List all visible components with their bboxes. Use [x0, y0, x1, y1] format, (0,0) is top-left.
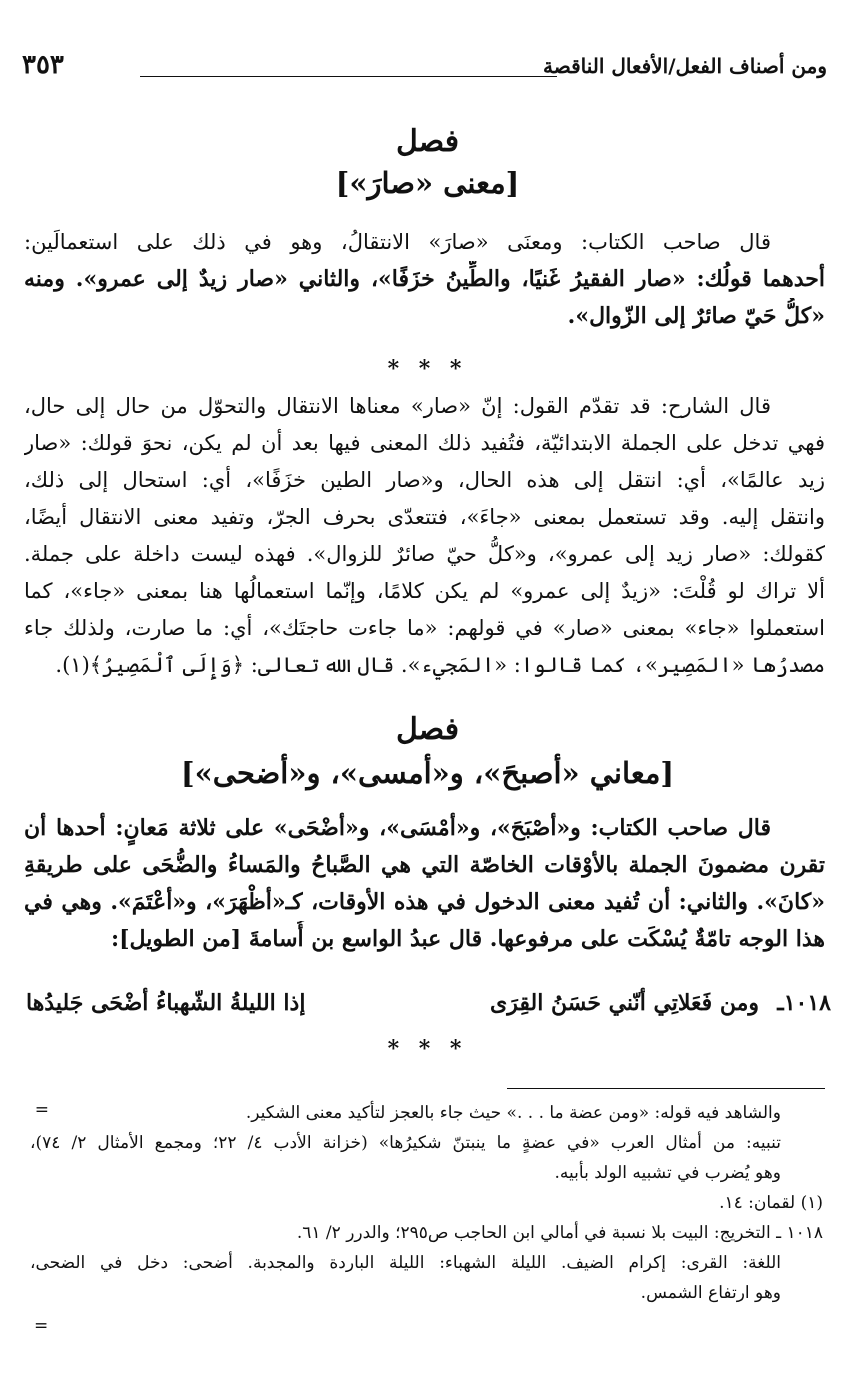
commentary-line: كقولك: «صار زيد إلى عمرو»، و«كلُّ حيّ صائرٌ للزوال». فهذه ليست داخلة على جملة. — [24, 542, 825, 566]
page-number: ٣٥٣ — [22, 50, 64, 80]
quote-line: قال صاحب الكتاب: و«أصْبَحَ»، و«أمْسَى»، و«أضْحَى» على ثلاثة مَعانٍ: أحدها أن — [24, 815, 771, 841]
quote-line: قال صاحب الكتاب: ومعنَى «صارَ» الانتقالُ، وهو في ذلك على استعمالَين: — [24, 230, 771, 254]
author-quote — [24, 224, 825, 335]
footnote-line: تنبيه: من أمثال العرب «في عضةٍ ما ينبتنّ شكيرُها» (خزانة الأدب ٤/ ٢٢؛ ومجمع الأمثال ٢/ ٧٤)، — [30, 1133, 781, 1153]
commentary-line: وانتقل إليه. وقد تستعمل بمعنى «جاءَ»، فتتعدّى بحرف الجرّ، وتفيد معنى الانتقال أيضًا، — [24, 505, 825, 529]
separator-stars: * * * — [387, 1036, 468, 1062]
quote-line: تقرن مضمونَ الجملة بالأوْقات الخاصّة التي هي الصَّباحُ والمَساءُ والضُّحَى على طريقةِ — [24, 852, 825, 878]
section-heading: فصل — [395, 712, 460, 747]
commentary-line: استعملوا «جاء» بمعنى «صار» في قولهم: «ما جاءت حاجتَك»، أي: ما صارت، ولذلك جاء — [24, 616, 825, 640]
commentary-line: زيد عالمًا»، أي: انتقل إلى هذه الحال، و«صار الطين خزَفًا»، أي: استحال إلى ذلك، — [24, 468, 825, 492]
footnote-line: (١) لقمان: ١٤. — [719, 1193, 823, 1213]
author-quote — [24, 810, 825, 958]
footnote-line: وهو يُضرب في تشبيه الولد بأبيه. — [554, 1163, 781, 1183]
footnote-line: اللغة: القرى: إكرام الضيف. الليلة الشهباء: الليلة الباردة والمجدبة. أضحى: دخل في الضحى، — [30, 1253, 781, 1273]
quote-line: هذا الوجه تامّةٌ يُسْكَت على مرفوعها. قال عبدُ الواسع بن أُسامةَ [من الطويل]: — [111, 926, 825, 952]
verse-first-hemistich: ومن فَعَلاتِي أنّني حَسَنُ القِرَى — [490, 990, 759, 1016]
page-header — [22, 52, 827, 86]
footnote-line: ١٠١٨ ـ التخريج: البيت بلا نسبة في أمالي ابن الحاجب ص٢٩٥؛ والدرر ٢/ ٦١. — [296, 1223, 823, 1243]
commentary — [24, 388, 825, 684]
commentary-line: ألا تراك لو قُلْتَ: «زيدٌ إلى عمرو» لم يكن كلامًا، وإنّما استعمالُها هنا بمعنى «جاء»، كما — [24, 579, 825, 603]
separator-stars: * * * — [387, 356, 468, 382]
header-rule — [140, 76, 557, 77]
commentary-line: مصدرُها «المَصِير»، كما قالوا: «المَجيء». قال الله تعالى: ﴿وَإِلَى ٱلْمَصِيرُ﴾(١). — [55, 653, 825, 677]
footnote-line: وهو ارتفاع الشمس. — [640, 1283, 781, 1303]
quote-line: أحدهما قولُك: «صار الفقيرُ غَنيًا، والطِّينُ خزَفًا»، والثاني «صار زيدٌ إلى عمرو». ومنه — [24, 266, 825, 292]
quote-line: «كلُّ حَيّ صائرٌ إلى الزّوال». — [567, 303, 825, 329]
footnotes — [30, 1098, 823, 1308]
quote-line: «كانَ». والثاني: أن تُفيد معنى الدخول في هذه الأوقات، كـ«أظْهَرَ»، و«أعْتَمَ». وهي في — [24, 889, 825, 915]
section-heading: فصل — [395, 124, 460, 159]
continuation-mark: = — [34, 1316, 49, 1336]
verse-number: ١٠١٨ـ — [777, 990, 831, 1016]
verse-second-hemistich: إذا الليلةُ الشّهباءُ أضْحَى جَليدُها — [26, 990, 306, 1016]
commentary-line: فهي تدخل على الجملة الابتدائيّة، فتُفيد ذلك المعنى فيها بعد أن لم يكن، نحوَ قولك: «صار — [24, 431, 825, 455]
running-title: ومن أصناف الفعل/الأفعال الناقصة — [543, 54, 827, 78]
section-subheading: [معنى «صارَ»] — [335, 166, 520, 200]
footnote-line: والشاهد فيه قوله: «ومن عضة ما . . .» حيث جاء بالعجز لتأكيد معنى الشكير. — [245, 1103, 781, 1123]
commentary-line: قال الشارح: قد تقدّم القول: إنّ «صار» معناها الانتقال والتحوّل من حال إلى حال، — [24, 394, 771, 418]
continuation-mark: = — [34, 1100, 49, 1120]
section-subheading: [معاني «أصبحَ»، و«أمسى»، و«أضحى»] — [180, 756, 675, 790]
footnote-rule — [507, 1088, 825, 1089]
